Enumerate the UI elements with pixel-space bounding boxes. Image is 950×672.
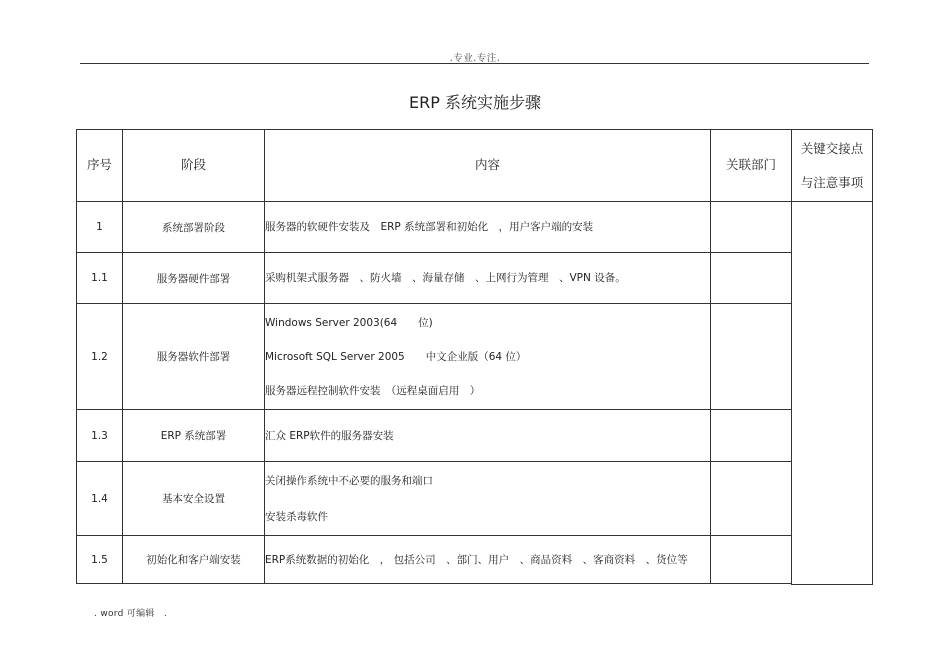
content-line: 关闭操作系统中不必要的服务和端口: [265, 474, 433, 487]
header-phase: 阶段: [123, 130, 265, 202]
row-content: [265, 253, 711, 304]
table-row: [77, 253, 873, 304]
row-content: [265, 202, 711, 253]
row-dept: [711, 202, 792, 253]
table-row: [77, 202, 873, 253]
header-notes-line2: 与注意事项: [800, 174, 864, 190]
row-content: [265, 536, 711, 584]
row-num: 1.3: [77, 410, 123, 462]
table-row: [77, 410, 873, 462]
table-row: [77, 536, 873, 584]
content-line: 服务器远程控制软件安装 （远程桌面启用 ）: [265, 384, 481, 397]
content-line: 服务器的软硬件安装及 ERP 系统部署和初始化 ，用户客户端的安装: [265, 221, 594, 233]
row-content: [265, 410, 711, 462]
table-header-row: [77, 130, 873, 202]
header-content: 内容: [265, 130, 711, 202]
content-line: Windows Server 2003(64 位): [265, 316, 433, 329]
table-spacer-row: [77, 584, 873, 585]
content-line: Microsoft SQL Server 2005 中文企业版（64 位）: [265, 350, 527, 363]
content-line: ERP系统数据的初始化 ， 包括公司 、部门、用户 、商品资料 、客商资料 、货位等: [265, 553, 688, 566]
row-phase: 基本安全设置: [123, 462, 265, 536]
implementation-steps-table: [76, 129, 873, 585]
row-dept: [711, 462, 792, 536]
page-header: .专业.专注.: [449, 53, 501, 64]
row-content: [265, 304, 711, 410]
notes-cell: [792, 202, 873, 585]
content-line: 汇众 ERP软件的服务器安装: [265, 429, 394, 442]
table-row: [77, 462, 873, 536]
row-num: 1.1: [77, 253, 123, 304]
row-dept: [711, 253, 792, 304]
page-footer: . word 可编辑 .: [94, 609, 168, 619]
header-notes-line1: 关键交接点: [800, 140, 864, 156]
header-rule: [80, 63, 869, 64]
document-title: ERP 系统实施步骤: [409, 93, 541, 112]
row-dept: [711, 304, 792, 410]
content-line: 采购机架式服务器 、防火墙 、海量存储 、上网行为管理 、VPN 设备。: [265, 272, 626, 284]
table-row: [77, 304, 873, 410]
row-phase: ERP 系统部署: [123, 410, 265, 462]
row-num: 1: [77, 202, 123, 253]
row-dept: [711, 410, 792, 462]
row-phase: 系统部署阶段: [123, 202, 265, 253]
row-num: 1.2: [77, 304, 123, 410]
header-dept: 关联部门: [711, 130, 792, 202]
header-notes: [792, 130, 873, 202]
row-num: 1.5: [77, 536, 123, 584]
content-line: 安装杀毒软件: [265, 510, 328, 523]
row-phase: 初始化和客户端安装: [123, 536, 265, 584]
row-content: [265, 462, 711, 536]
row-num: 1.4: [77, 462, 123, 536]
header-num: 序号: [77, 130, 123, 202]
row-dept: [711, 536, 792, 584]
row-phase: 服务器软件部署: [123, 304, 265, 410]
row-phase: 服务器硬件部署: [123, 253, 265, 304]
